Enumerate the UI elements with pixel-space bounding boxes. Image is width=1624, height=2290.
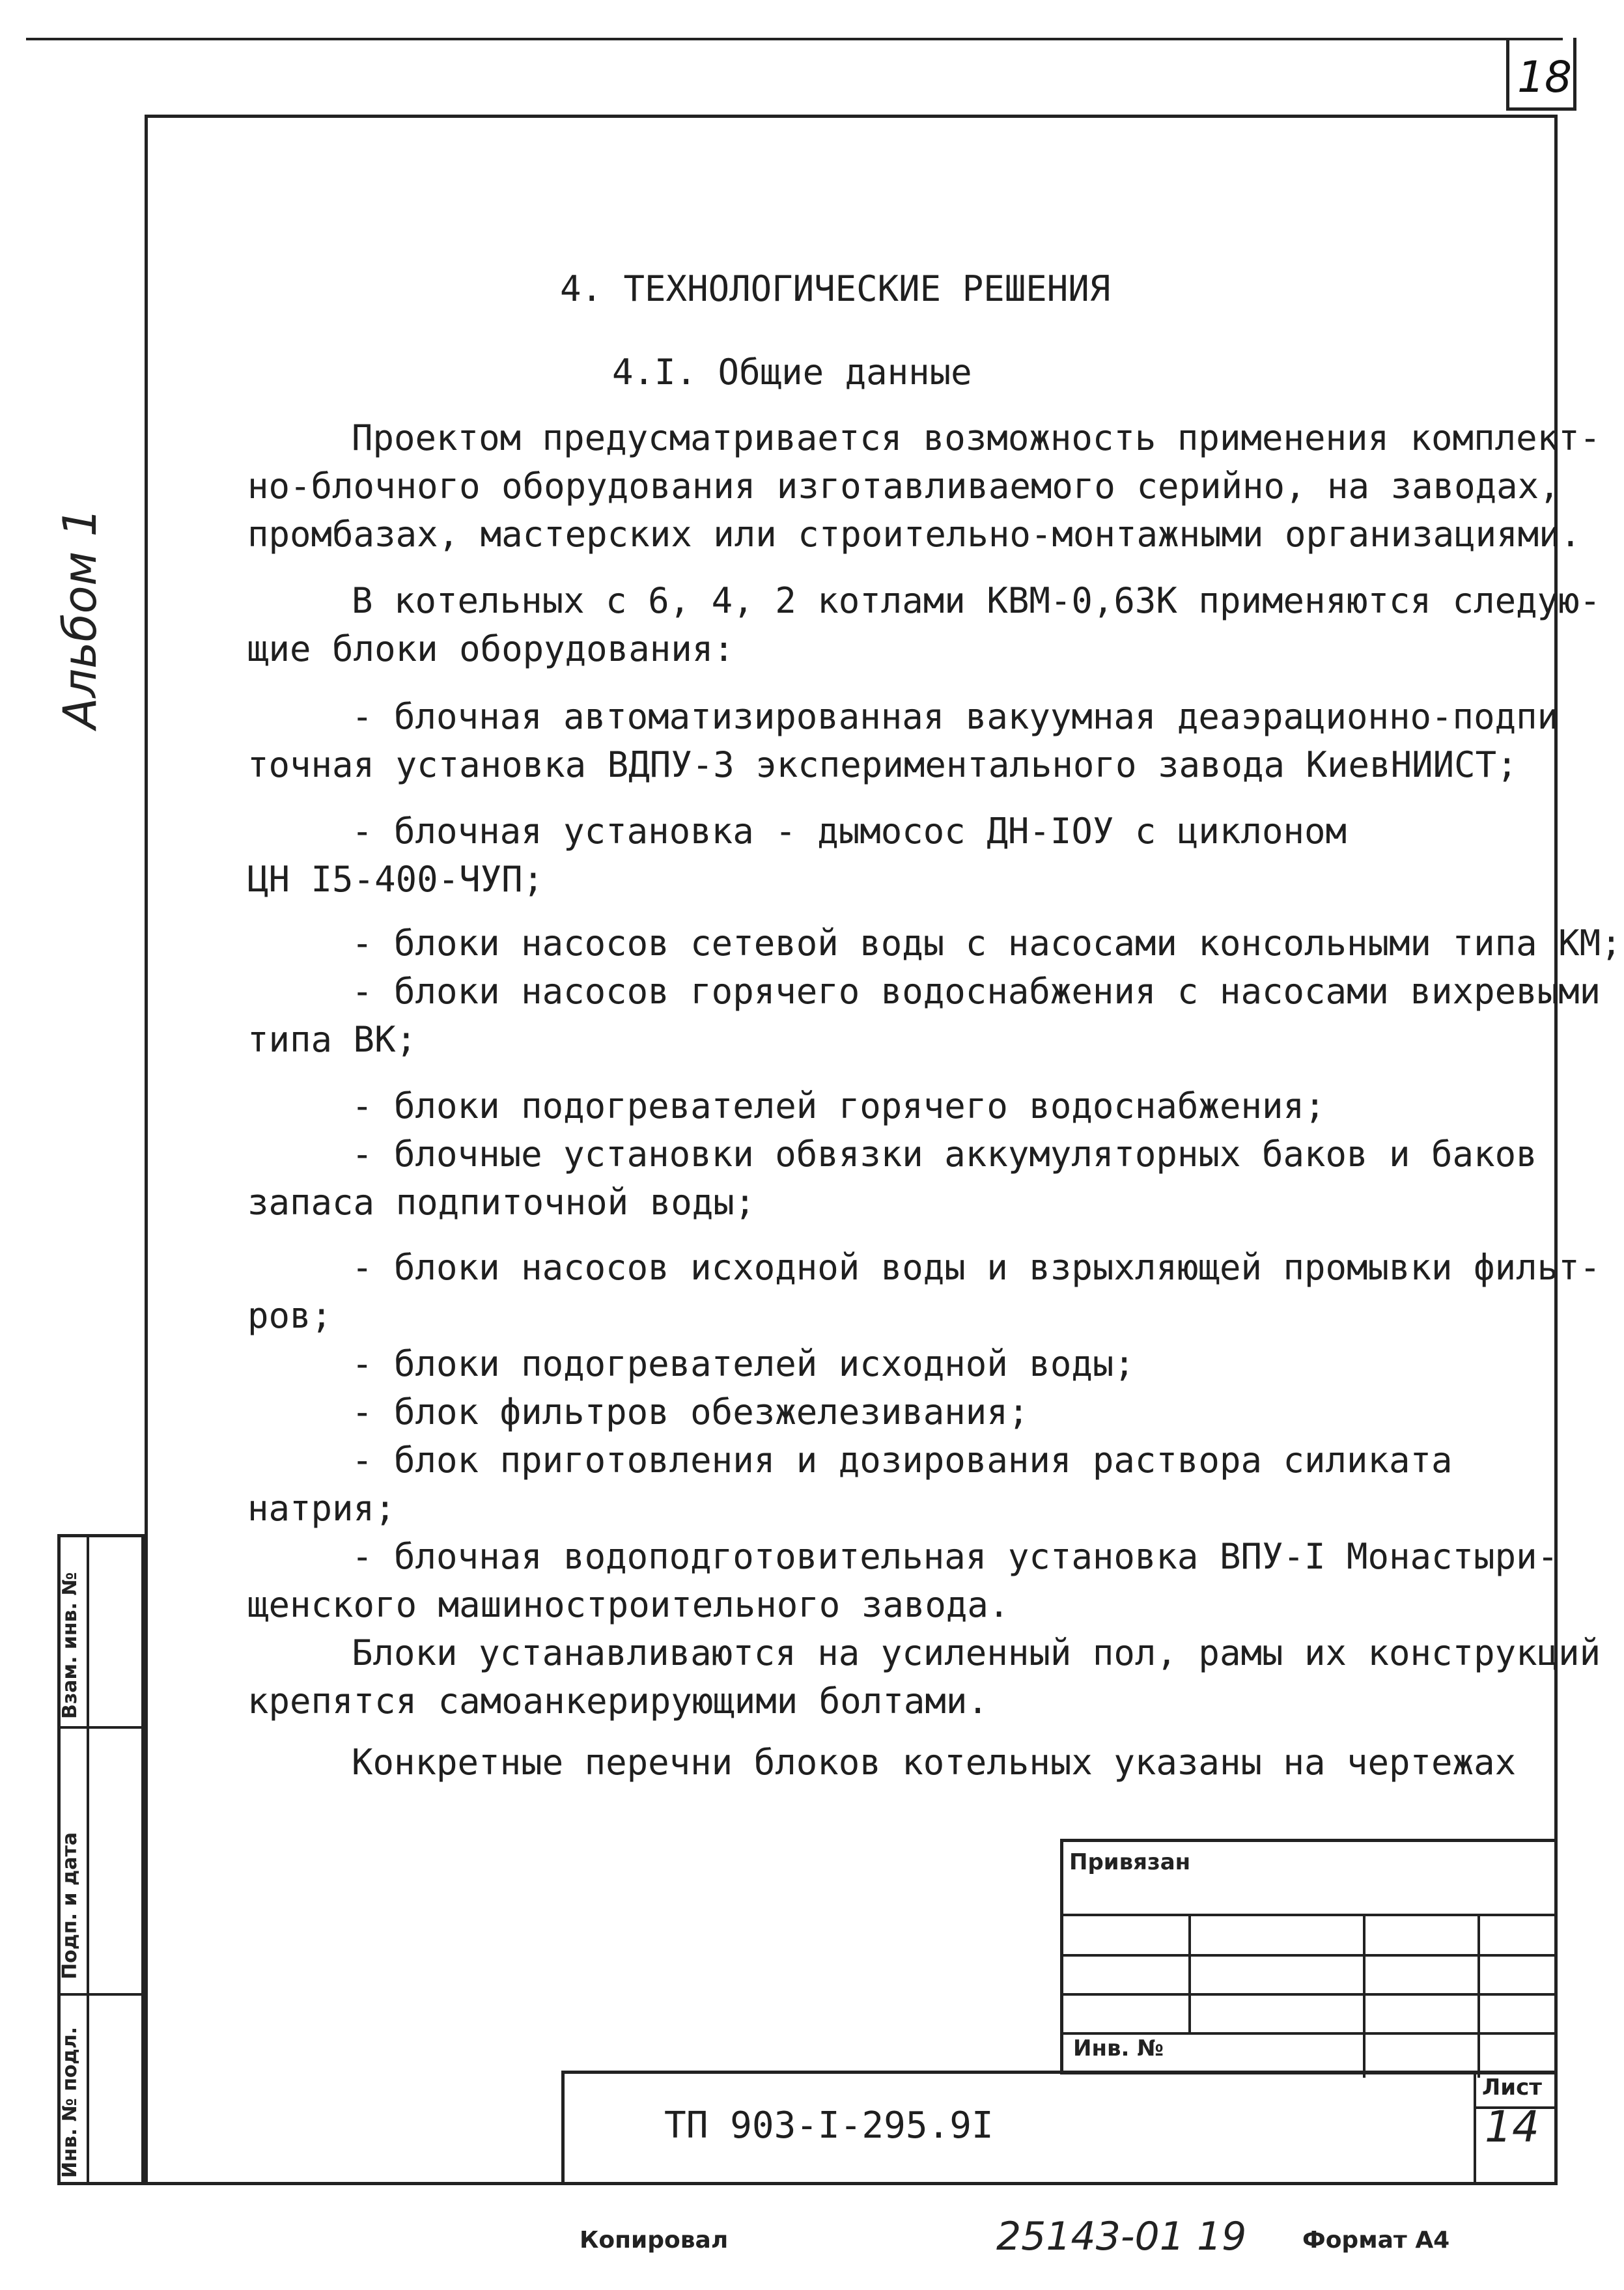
- sheet-number: 18: [1517, 52, 1572, 102]
- text-line: - блочная автоматизированная вакуумная деаэрационно-подпи: [352, 696, 1559, 737]
- text-line: запаса подпиточной воды;: [247, 1182, 756, 1223]
- stamp-rule: [1063, 1993, 1554, 1996]
- title-block-col: [1474, 2074, 1476, 2182]
- text-line: но-блочного оборудования изготавливаемого серийно, на заводах,: [247, 466, 1560, 507]
- text-line: крепятся самоанкерирующими болтами.: [247, 1681, 988, 1722]
- album-label: Альбом 1: [53, 508, 107, 729]
- text-line: - блочная установка - дымосос ДН-IОУ с циклоном: [352, 811, 1347, 852]
- side-stamp-divider: [87, 1537, 89, 2182]
- podp-data-label: Подп. и дата: [59, 1832, 81, 1979]
- text-line: щенского машиностроительного завода.: [247, 1584, 1010, 1625]
- inv-podl-label: Инв. № подл.: [59, 2026, 81, 2178]
- text-line: - блочные установки обвязки аккумуляторных баков и баков: [352, 1134, 1537, 1175]
- text-line: Блоки устанавливаются на усиленный пол, рамы их конструкций: [352, 1632, 1601, 1673]
- text-line: - блоки насосов исходной воды и взрыхляющей промывки фильт-: [352, 1247, 1601, 1288]
- text-line: - блоки насосов сетевой воды с насосами консольными типа КМ;: [352, 923, 1622, 964]
- text-line: Конкретные перечни блоков котельных указаны на чертежах: [352, 1742, 1517, 1783]
- stamp-col: [1188, 1914, 1191, 2032]
- vzam-inv-label: Взам. инв. №: [59, 1572, 81, 1719]
- text-line: В котельных с 6, 4, 2 котлами КВМ-0,63К применяются следую-: [352, 580, 1601, 621]
- stamp-rule: [1063, 1954, 1554, 1957]
- stamp-rule: [1063, 2032, 1554, 2035]
- stamp-rule: [1063, 1914, 1554, 1916]
- inv-no-label: Инв. №: [1073, 2035, 1164, 2061]
- side-stamp-rule: [61, 1726, 141, 1729]
- handwritten-code: 25143-01 19: [996, 2214, 1247, 2259]
- text-line: Проектом предусматривается возможность применения комплект-: [352, 417, 1601, 458]
- document-code: ТП 903-I-295.9I: [664, 2104, 994, 2147]
- text-line: типа ВК;: [247, 1019, 417, 1060]
- text-line: ров;: [247, 1295, 333, 1336]
- stamp-col: [1363, 1914, 1365, 2078]
- text-line: промбазах, мастерских или строительно-монтажными организациями.: [247, 514, 1582, 555]
- format-label: Формат А4: [1302, 2227, 1450, 2254]
- kopiroval-label: Копировал: [580, 2227, 729, 2254]
- text-line: ЦН I5-400-ЧУП;: [247, 859, 544, 900]
- text-line: щие блоки оборудования:: [247, 628, 735, 669]
- top-rule: [26, 38, 1563, 40]
- text-line: - блок фильтров обезжелезивания;: [352, 1391, 1029, 1432]
- sheet-value: 14: [1485, 2102, 1539, 2152]
- text-line: натрия;: [247, 1488, 396, 1529]
- text-line: - блок приготовления и дозирования раствора силиката: [352, 1440, 1453, 1481]
- text-line: - блоки подогревателей исходной воды;: [352, 1343, 1135, 1384]
- privyazan-label: Привязан: [1069, 1849, 1191, 1875]
- text-line: точная установка ВДПУ-3 экспериментального завода КиевНИИСТ;: [247, 744, 1518, 785]
- stamp-col: [1477, 1914, 1480, 2078]
- text-line: - блоки подогревателей горячего водоснабжения;: [352, 1085, 1326, 1126]
- side-stamp-rule: [61, 1993, 141, 1996]
- text-line: - блоки насосов горячего водоснабжения с насосами вихревыми: [352, 971, 1601, 1012]
- section-heading: 4. ТЕХНОЛОГИЧЕСКИЕ РЕШЕНИЯ: [560, 268, 1111, 309]
- text-line: - блочная водоподготовительная установка ВПУ-I Монастыри-: [352, 1536, 1559, 1577]
- sheet-label: Лист: [1482, 2074, 1542, 2101]
- subsection-heading: 4.I. Общие данные: [612, 352, 972, 393]
